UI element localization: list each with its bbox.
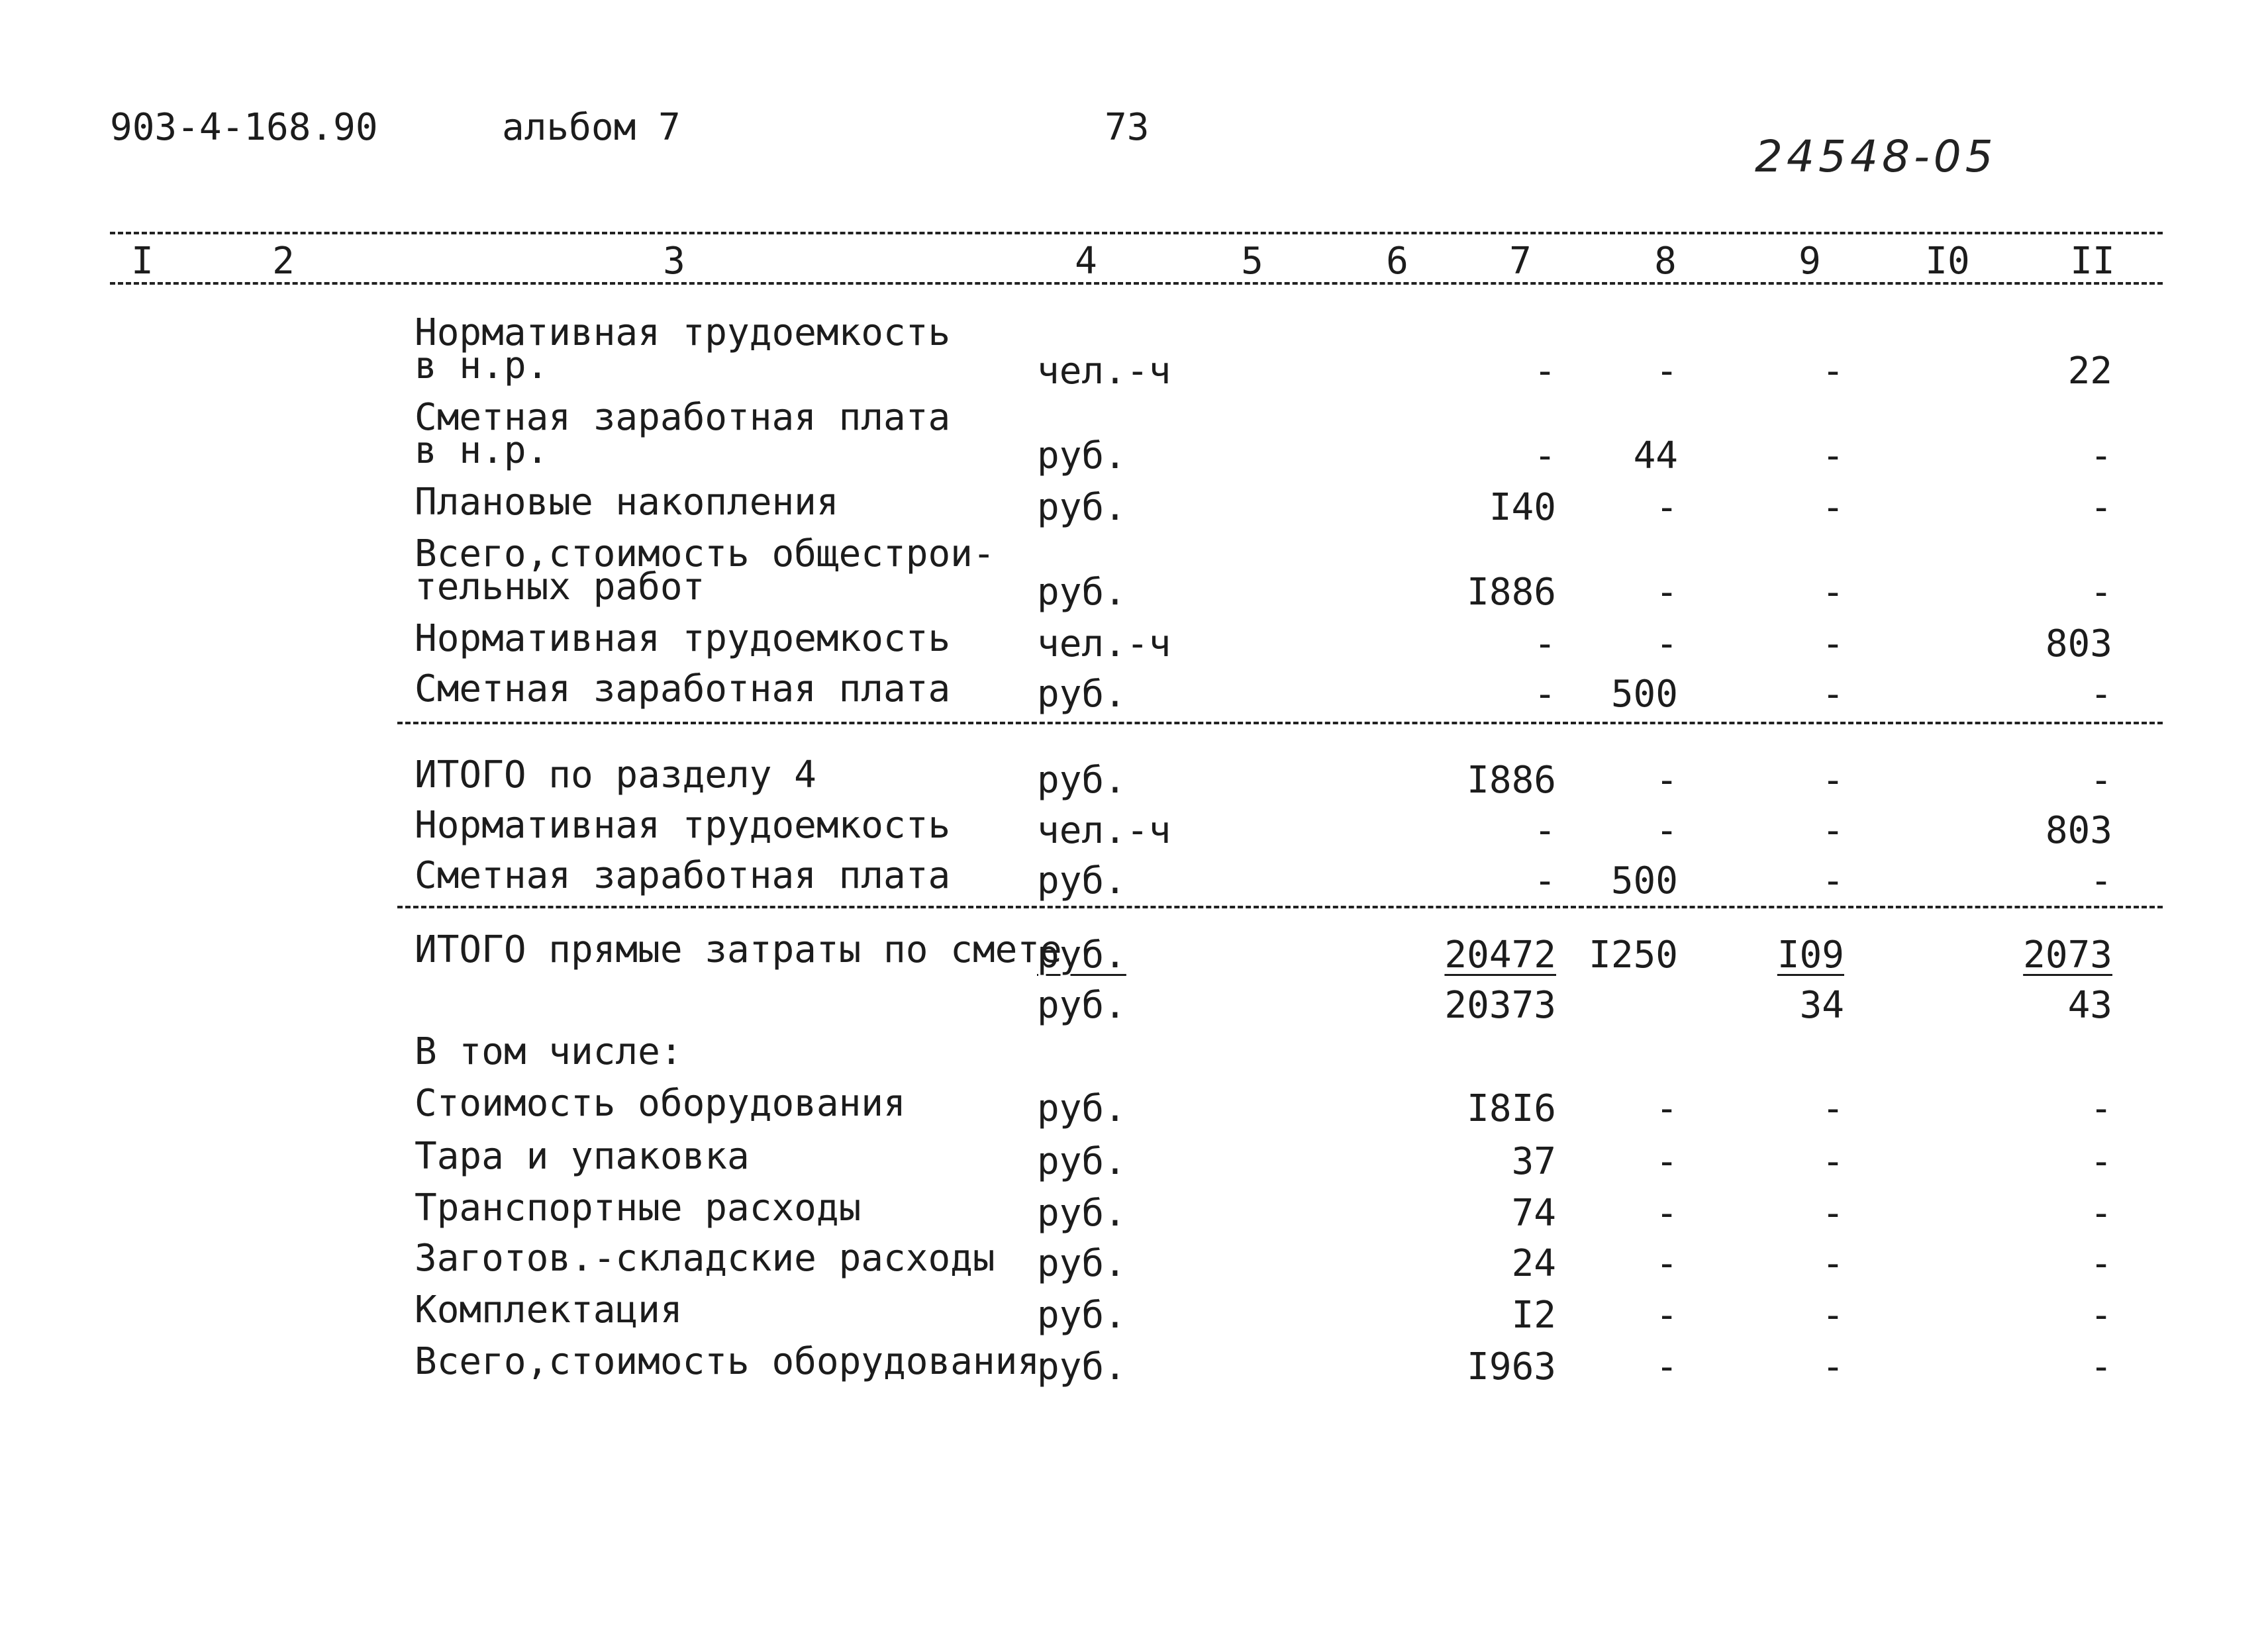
total-c11-bottom: 43 <box>2067 984 2112 1027</box>
cell-c7: - <box>1534 809 1556 852</box>
row-label: Сметная заработная плата <box>415 854 951 897</box>
cell-c8: - <box>1655 1345 1678 1388</box>
total-c11-top <box>1940 934 2112 977</box>
column-number: 8 <box>1654 240 1677 283</box>
row-label: Нормативная трудоемкость <box>415 804 951 847</box>
document-code: 903-4-168.90 <box>110 106 378 149</box>
cell-c8: - <box>1655 809 1678 852</box>
cell-c7: I8I6 <box>1467 1087 1556 1130</box>
row-unit: руб. <box>1037 571 1126 614</box>
cell-c9: - <box>1822 1140 1844 1183</box>
row-label: Комплектация <box>415 1288 683 1331</box>
row-label: в н.р. <box>415 429 549 472</box>
including-label: В том числе: <box>415 1030 683 1073</box>
cell-c8: 500 <box>1610 673 1678 716</box>
row-unit: руб. <box>1037 859 1126 902</box>
column-header-bottom-rule <box>110 282 2163 285</box>
row-unit: руб. <box>1037 1192 1126 1235</box>
cell-c8: - <box>1655 1140 1678 1183</box>
cell-c11: - <box>2090 486 2112 529</box>
cell-c7: I886 <box>1467 571 1556 614</box>
column-number: 2 <box>272 240 295 283</box>
cell-c7: I886 <box>1467 759 1556 802</box>
cell-c9: - <box>1822 1345 1844 1388</box>
cell-c7: I963 <box>1467 1345 1556 1388</box>
cell-c11: - <box>2090 1345 2112 1388</box>
row-label: Сметная заработная плата <box>415 396 951 439</box>
row-label: Всего,стоимость оборудования <box>415 1340 1040 1383</box>
cell-c11: - <box>2090 1294 2112 1337</box>
column-number: 4 <box>1075 240 1097 283</box>
column-number: II <box>2070 240 2115 283</box>
row-unit: чел.-ч <box>1037 622 1171 665</box>
row-label: Тара и упаковка <box>415 1135 750 1178</box>
column-number: 7 <box>1509 240 1532 283</box>
cell-c11: 803 <box>2045 622 2112 665</box>
total-c9-bottom: 34 <box>1799 984 1844 1027</box>
cell-c9: - <box>1822 486 1844 529</box>
column-number: 3 <box>663 240 685 283</box>
row-unit: руб. <box>1037 759 1126 802</box>
row-label: Плановые накопления <box>415 481 839 524</box>
row-unit: руб. <box>1037 1140 1126 1183</box>
cell-c11: 803 <box>2045 809 2112 852</box>
row-unit: руб. <box>1037 1242 1126 1285</box>
row-unit: чел.-ч <box>1037 809 1171 852</box>
row-unit: руб. <box>1037 673 1126 716</box>
row-label: Транспортные расходы <box>415 1186 862 1230</box>
row-unit: руб. <box>1037 1345 1126 1388</box>
total-c7-bottom: 20373 <box>1444 984 1556 1027</box>
cell-c11: - <box>2090 859 2112 902</box>
cell-c8: - <box>1655 1242 1678 1285</box>
cell-c9: - <box>1822 571 1844 614</box>
total-c7-top-value: 20472 <box>1444 934 1556 977</box>
cell-c8: - <box>1655 486 1678 529</box>
section-rule <box>397 722 2163 724</box>
row-label: тельных работ <box>415 565 705 608</box>
row-label: Нормативная трудоемкость <box>415 311 951 354</box>
row-unit: чел.-ч <box>1037 350 1171 393</box>
cell-c7: I40 <box>1489 486 1556 529</box>
cell-c8: 44 <box>1633 434 1678 477</box>
total-c11-top-value: 2073 <box>2023 934 2112 977</box>
cell-c9: - <box>1822 622 1844 665</box>
cell-c9: - <box>1822 1294 1844 1337</box>
cell-c7: - <box>1534 673 1556 716</box>
row-label: Нормативная трудоемкость <box>415 617 951 660</box>
cell-c7: 24 <box>1511 1242 1556 1285</box>
cell-c7: - <box>1534 859 1556 902</box>
row-label: в н.р. <box>415 344 549 387</box>
cell-c11: - <box>2090 434 2112 477</box>
column-header-top-rule <box>110 232 2163 234</box>
cell-c9: - <box>1822 434 1844 477</box>
cell-c7: - <box>1534 434 1556 477</box>
cell-c9: - <box>1822 1192 1844 1235</box>
column-number: 5 <box>1241 240 1263 283</box>
row-label: Заготов.-складские расходы <box>415 1237 995 1280</box>
cell-c9: - <box>1822 809 1844 852</box>
cell-c11: 22 <box>2067 350 2112 393</box>
cell-c11: - <box>2090 1242 2112 1285</box>
column-number: I0 <box>1925 240 1970 283</box>
cell-c8: 500 <box>1610 859 1678 902</box>
cell-c11: - <box>2090 1192 2112 1235</box>
cell-c9: - <box>1822 759 1844 802</box>
row-unit: руб. <box>1037 1294 1126 1337</box>
row-label: Всего,стоимость общестрои- <box>415 532 995 575</box>
cell-c9: - <box>1822 1087 1844 1130</box>
cell-c11: - <box>2090 1140 2112 1183</box>
cell-c8: - <box>1655 759 1678 802</box>
row-unit: руб. <box>1037 1087 1126 1130</box>
total-unit-top: руб. <box>1037 934 1126 977</box>
cell-c7: 37 <box>1511 1140 1556 1183</box>
page-number: 73 <box>1105 106 1150 149</box>
cell-c9: - <box>1822 673 1844 716</box>
cell-c9: - <box>1822 859 1844 902</box>
cell-c8: - <box>1655 1294 1678 1337</box>
cell-c11: - <box>2090 759 2112 802</box>
cell-c11: - <box>2090 673 2112 716</box>
row-unit: руб. <box>1037 434 1126 477</box>
cell-c8: - <box>1655 571 1678 614</box>
cell-c9: - <box>1822 350 1844 393</box>
cell-c11: - <box>2090 1087 2112 1130</box>
total-c9-top <box>1672 934 1844 977</box>
cell-c8: - <box>1655 622 1678 665</box>
cell-c7: 74 <box>1511 1192 1556 1235</box>
row-label: Стоимость оборудования <box>415 1082 906 1125</box>
cell-c11: - <box>2090 571 2112 614</box>
column-number: 9 <box>1799 240 1821 283</box>
column-number: I <box>131 240 154 283</box>
cell-c7: - <box>1534 622 1556 665</box>
cell-c8: - <box>1655 1192 1678 1235</box>
album-label: альбом 7 <box>502 106 681 149</box>
cell-c9: - <box>1822 1242 1844 1285</box>
row-unit: руб. <box>1037 486 1126 529</box>
row-label: Сметная заработная плата <box>415 667 951 710</box>
section-rule <box>397 906 2163 908</box>
total-c8: I250 <box>1589 934 1678 977</box>
column-number: 6 <box>1386 240 1408 283</box>
row-label: ИТОГО по разделу 4 <box>415 753 816 797</box>
total-c9-top-value: I09 <box>1777 934 1844 977</box>
inventory-number: 24548-05 <box>1755 131 1997 182</box>
total-unit-bottom: руб. <box>1037 984 1126 1027</box>
total-label: ИТОГО прямые затраты по смете <box>415 928 1062 971</box>
cell-c7: - <box>1534 350 1556 393</box>
cell-c8: - <box>1655 350 1678 393</box>
cell-c7: I2 <box>1511 1294 1556 1337</box>
cell-c8: - <box>1655 1087 1678 1130</box>
